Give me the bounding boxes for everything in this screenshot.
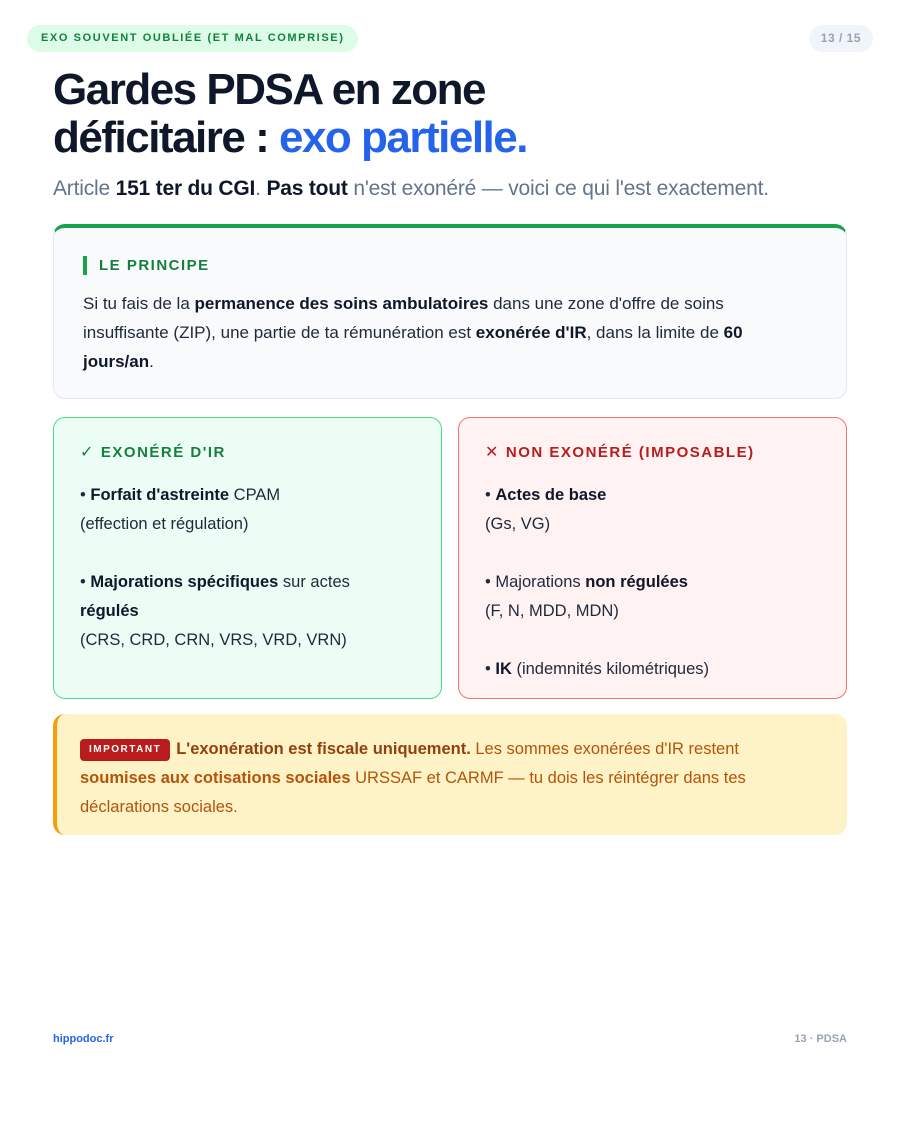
- page-title: [53, 66, 853, 162]
- title-line-2: déficitaire :: [53, 113, 279, 162]
- principle-card: [53, 224, 847, 399]
- item-title: Actes de base: [495, 486, 607, 504]
- principle-bold: permanence des soins ambulatoires: [194, 294, 489, 313]
- item-detail: (Gs, VG): [485, 515, 551, 533]
- subtitle-article: 151 ter du CGI: [115, 177, 256, 200]
- exempt-list: [80, 481, 416, 655]
- page-counter: 13 / 15: [809, 25, 873, 52]
- important-text: Les sommes exonérées d'IR restent: [470, 740, 739, 758]
- important-badge: IMPORTANT: [80, 739, 170, 761]
- principle-fragment: dans une zone d'offre de soins insuffisante (ZIP), une partie de ta rémunération est: [83, 294, 724, 342]
- cross-icon: ✕: [485, 444, 500, 461]
- item-text: CPAM: [229, 486, 281, 504]
- important-text: URSSAF et CARMF — tu dois les réintégrer dans tes déclarations sociales.: [80, 769, 746, 816]
- list-item: [485, 481, 821, 539]
- principle-bold: 60 jours/an: [83, 323, 743, 371]
- subtitle-text: .: [255, 177, 267, 200]
- taxable-card: [458, 417, 847, 699]
- item-detail: (effection et régulation): [80, 515, 249, 533]
- item-text: sur actes: [278, 573, 350, 591]
- item-detail: (F, N, MDD, MDN): [485, 602, 619, 620]
- item-title: non régulées: [585, 573, 688, 591]
- item-title: Majorations spécifiques: [90, 573, 279, 591]
- page-subtitle: [53, 175, 853, 203]
- item-text: (indemnités kilométriques): [511, 660, 710, 678]
- subtitle-emphasis: Pas tout: [266, 177, 348, 200]
- taxable-label: NON EXONÉRÉ (IMPOSABLE): [505, 443, 755, 461]
- bullet: •: [485, 486, 496, 504]
- subtitle-text: Article: [53, 177, 116, 200]
- list-item: [80, 568, 416, 655]
- item-detail: (CRS, CRD, CRN, VRS, VRD, VRN): [80, 631, 347, 649]
- list-item: [485, 655, 821, 684]
- title-line-1: Gardes PDSA en zone: [53, 65, 485, 114]
- section-tag: EXO SOUVENT OUBLIÉE (ET MAL COMPRISE): [27, 25, 358, 52]
- important-callout: [53, 714, 847, 835]
- principle-text: [83, 289, 803, 376]
- principle-label: LE PRINCIPE: [99, 257, 210, 274]
- exempt-label: EXONÉRÉ D'IR: [100, 443, 226, 461]
- list-item: [485, 568, 821, 626]
- principle-heading: [83, 256, 818, 275]
- bullet: •: [80, 486, 91, 504]
- bullet: •: [485, 660, 496, 678]
- item-text: Majorations: [495, 573, 586, 591]
- exempt-card: [53, 417, 442, 699]
- principle-bold: exonérée d'IR: [475, 323, 587, 342]
- principle-fragment: , dans la limite de: [586, 323, 724, 342]
- principle-fragment: Si tu fais de la: [83, 294, 195, 313]
- item-title: régulés: [80, 602, 139, 620]
- important-bold: soumises aux cotisations sociales: [80, 769, 351, 787]
- principle-fragment: .: [149, 352, 154, 371]
- taxable-list: [485, 481, 821, 684]
- taxable-heading: [485, 442, 821, 462]
- footer-page: 13 · PDSA: [794, 1033, 847, 1045]
- subtitle-text: n'est exonéré — voici ce qui l'est exactement.: [347, 177, 769, 200]
- bullet: •: [80, 573, 91, 591]
- important-lead: L'exonération est fiscale uniquement.: [176, 740, 471, 758]
- title-accent: exo partielle.: [278, 113, 527, 162]
- item-title: Forfait d'astreinte: [90, 486, 230, 504]
- footer-site: hippodoc.fr: [53, 1033, 114, 1045]
- bullet: •: [485, 573, 496, 591]
- item-title: IK: [495, 660, 512, 678]
- list-item: [80, 481, 416, 539]
- accent-bar: [83, 256, 87, 275]
- exempt-heading: [80, 442, 416, 462]
- check-icon: ✓: [80, 444, 95, 461]
